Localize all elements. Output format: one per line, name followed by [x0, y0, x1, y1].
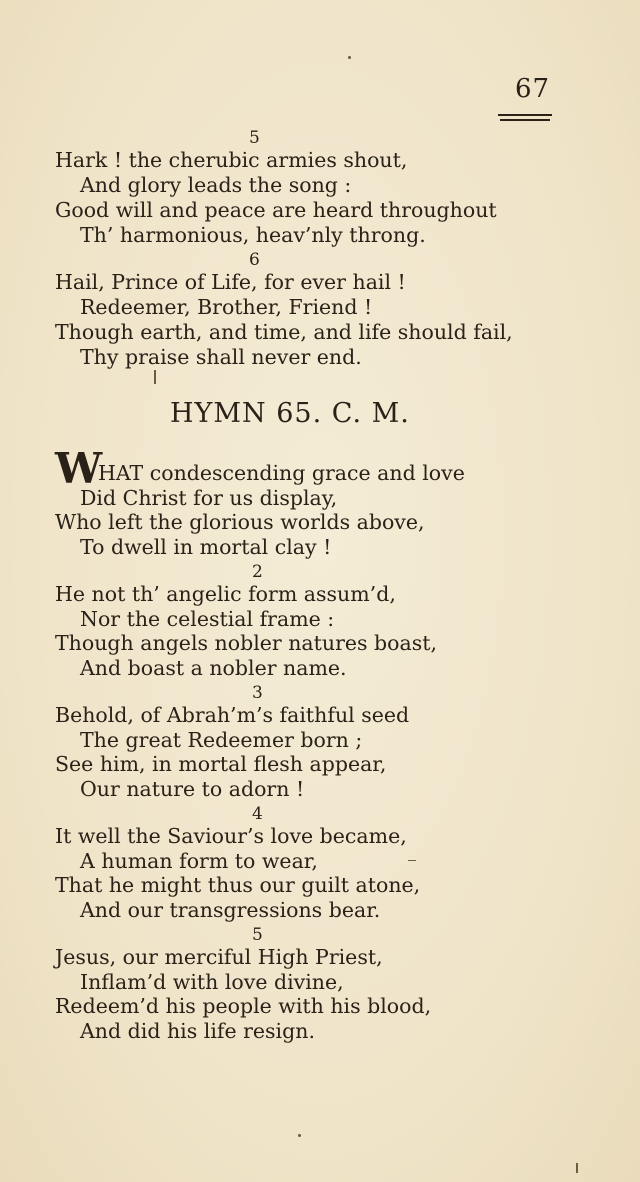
header-rule: [498, 114, 552, 116]
verse-number: 5: [252, 925, 263, 945]
verse-line: Though earth, and time, and life should fail,: [55, 320, 513, 344]
verse-line: HAT condescending grace and love: [98, 461, 465, 485]
drop-cap: W: [55, 444, 103, 493]
verse-line: Who left the glorious worlds above,: [55, 510, 425, 534]
verse-line: Behold, of Abrah’m’s faithful seed: [55, 703, 410, 727]
verse-line: Thy praise shall never end.: [80, 345, 362, 369]
hymn-title: HYMN 65. C. M.: [170, 398, 410, 429]
verse-line: Jesus, our merciful High Priest,: [55, 945, 383, 969]
verse-line: A human form to wear,: [80, 849, 318, 873]
verse-line: The great Redeemer born ;: [80, 728, 363, 752]
verse-line: Redeem’d his people with his blood,: [55, 994, 432, 1018]
page-number: 67: [515, 74, 551, 104]
verse-line: Th’ harmonious, heav’nly throng.: [80, 223, 426, 247]
verse-line: To dwell in mortal clay !: [80, 535, 332, 559]
verse-line: Our nature to adorn !: [80, 777, 305, 801]
verse-line: That he might thus our guilt atone,: [55, 873, 421, 897]
verse-line: See him, in mortal flesh appear,: [55, 752, 387, 776]
verse-line: Hark ! the cherubic armies shout,: [55, 148, 408, 172]
verse-line: Good will and peace are heard throughout: [55, 198, 497, 222]
paper-speck: [154, 370, 156, 384]
verse-number: 5: [249, 128, 260, 148]
paper-speck: [408, 860, 416, 861]
verse-line: Though angels nobler natures boast,: [55, 631, 438, 655]
verse-line: Redeemer, Brother, Friend !: [80, 295, 373, 319]
verse-number: 3: [252, 683, 263, 703]
verse-line: Hail, Prince of Life, for ever hail !: [55, 270, 406, 294]
header-rule-lower: [500, 119, 550, 121]
verse-line: And glory leads the song :: [80, 173, 352, 197]
verse-line: Inflam’d with love divine,: [80, 970, 344, 994]
verse-line: And our transgressions bear.: [80, 898, 381, 922]
verse-line: And did his life resign.: [80, 1019, 315, 1043]
verse-line: He not th’ angelic form assum’d,: [55, 582, 396, 606]
paper-speck: [298, 1134, 301, 1137]
verse-line: Did Christ for us display,: [80, 486, 338, 510]
verse-number: 2: [252, 562, 263, 582]
verse-number: 4: [252, 804, 263, 824]
paper-speck: [576, 1163, 578, 1173]
verse-line: And boast a nobler name.: [80, 656, 347, 680]
verse-line: It well the Saviour’s love became,: [55, 824, 407, 848]
paper-speck: [348, 56, 351, 59]
verse-number: 6: [249, 250, 260, 270]
verse-line: Nor the celestial frame :: [80, 607, 335, 631]
